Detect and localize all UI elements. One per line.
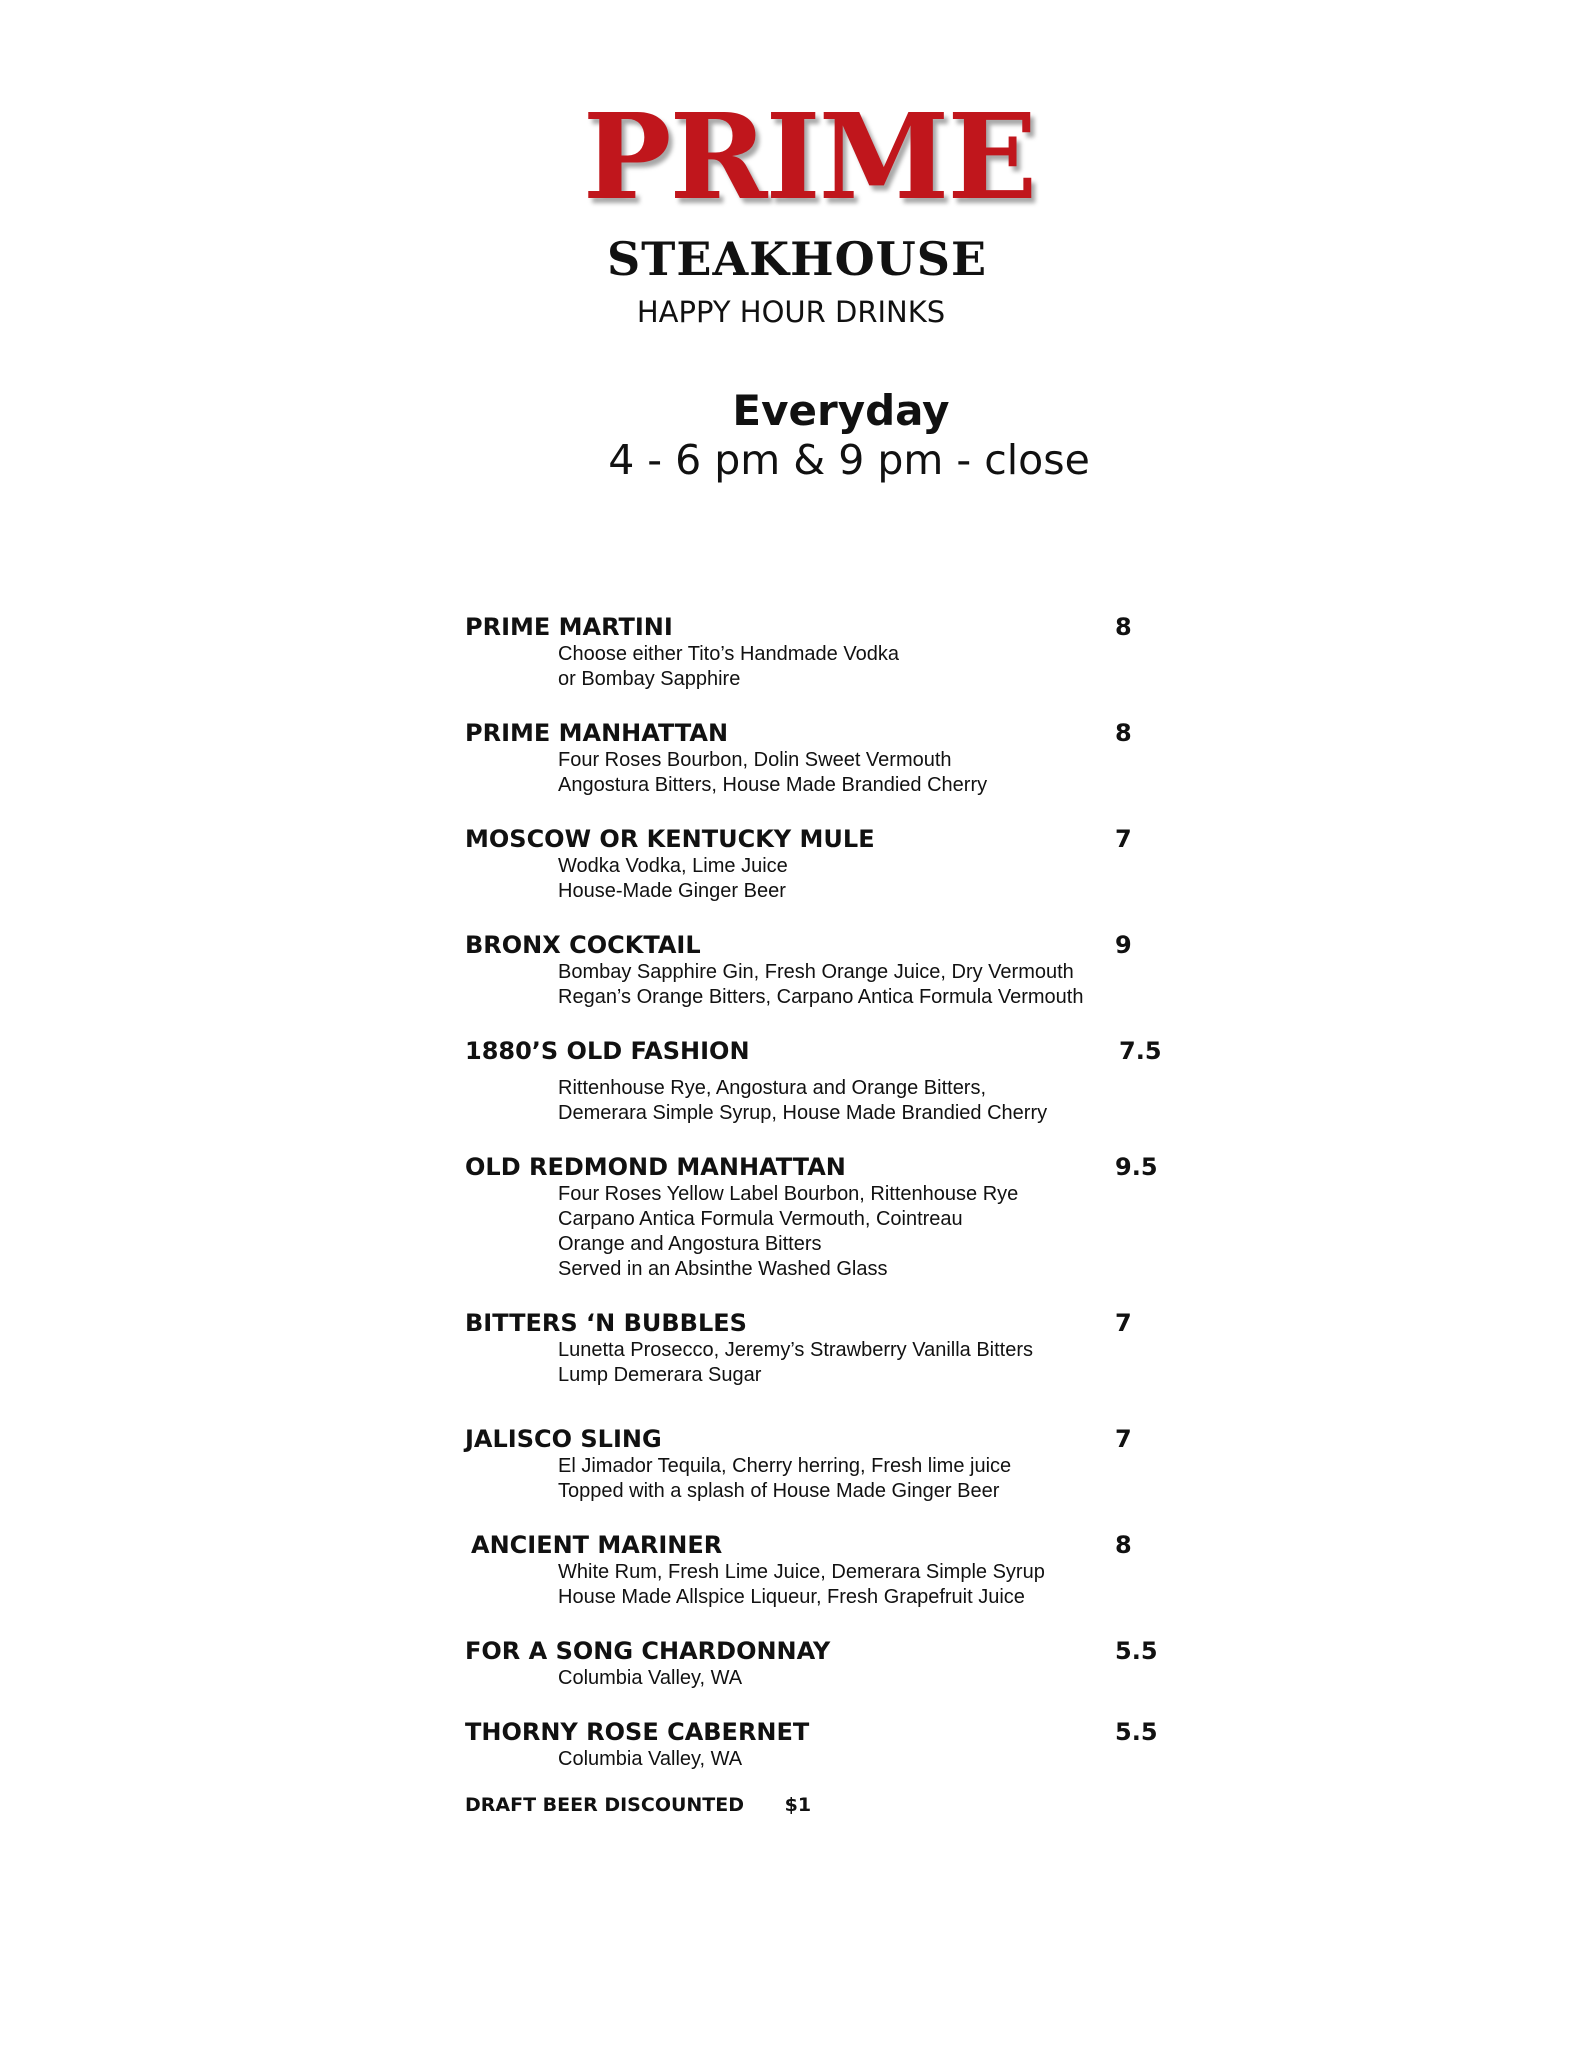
item-description: Regan’s Orange Bitters, Carpano Antica Formula Vermouth xyxy=(558,986,1084,1008)
schedule-day: Everyday xyxy=(732,386,950,435)
item-description: Lump Demerara Sugar xyxy=(558,1364,762,1386)
item-name: PRIME MANHATTAN xyxy=(465,719,729,747)
item-name: ANCIENT MARINER xyxy=(471,1531,723,1559)
item-price: 5.5 xyxy=(1115,1718,1158,1746)
logo-prime: PRIME xyxy=(582,87,1036,226)
item-name: 1880’S OLD FASHION xyxy=(465,1037,750,1065)
item-name: OLD REDMOND MANHATTAN xyxy=(465,1153,846,1181)
menu-item xyxy=(465,612,1185,692)
item-description: House Made Allspice Liqueur, Fresh Grapefruit Juice xyxy=(558,1586,1025,1608)
menu-item xyxy=(465,1530,1185,1610)
item-description: Four Roses Yellow Label Bourbon, Rittenhouse Rye xyxy=(558,1183,1019,1205)
draft-beer-label: DRAFT BEER DISCOUNTED xyxy=(465,1794,745,1816)
item-description: Columbia Valley, WA xyxy=(558,1748,743,1770)
item-description: Four Roses Bourbon, Dolin Sweet Vermouth xyxy=(558,749,952,771)
item-description: Demerara Simple Syrup, House Made Brandied Cherry xyxy=(558,1102,1048,1124)
menu-item xyxy=(465,1036,1185,1126)
item-name: THORNY ROSE CABERNET xyxy=(465,1718,810,1746)
item-description: El Jimador Tequila, Cherry herring, Fresh lime juice xyxy=(558,1455,1012,1477)
item-price: 7 xyxy=(1115,1425,1132,1453)
item-description: House-Made Ginger Beer xyxy=(558,880,786,902)
item-name: PRIME MARTINI xyxy=(465,613,673,641)
item-description: Served in an Absinthe Washed Glass xyxy=(558,1258,888,1280)
menu-item xyxy=(465,718,1185,798)
item-price: 5.5 xyxy=(1115,1637,1158,1665)
item-description: Rittenhouse Rye, Angostura and Orange Bitters, xyxy=(558,1077,987,1099)
draft-beer-discount: $1 xyxy=(784,1794,812,1816)
item-description: Columbia Valley, WA xyxy=(558,1667,743,1689)
item-price: 7.5 xyxy=(1119,1037,1162,1065)
item-price: 8 xyxy=(1115,1531,1132,1559)
menu-item xyxy=(465,930,1185,1010)
item-name: FOR A SONG CHARDONNAY xyxy=(465,1637,831,1665)
menu-item xyxy=(465,1636,1185,1691)
menu-item xyxy=(465,1424,1185,1504)
item-description: White Rum, Fresh Lime Juice, Demerara Simple Syrup xyxy=(558,1561,1045,1583)
item-description: Choose either Tito’s Handmade Vodka xyxy=(558,643,899,665)
item-description: Topped with a splash of House Made Ginger Beer xyxy=(558,1480,1000,1502)
menu-item xyxy=(465,824,1185,904)
item-price: 9.5 xyxy=(1115,1153,1158,1181)
menu-title: HAPPY HOUR DRINKS xyxy=(636,295,946,329)
item-price: 8 xyxy=(1115,613,1132,641)
item-description: Orange and Angostura Bitters xyxy=(558,1233,822,1255)
logo-steakhouse: STEAKHOUSE xyxy=(606,232,988,286)
schedule-hours: 4 - 6 pm & 9 pm - close xyxy=(608,436,1090,484)
item-name: BITTERS ‘N BUBBLES xyxy=(465,1309,747,1337)
item-name: MOSCOW OR KENTUCKY MULE xyxy=(465,825,875,853)
drinks-list xyxy=(465,612,1185,1798)
item-price: 7 xyxy=(1115,1309,1132,1337)
item-description: Lunetta Prosecco, Jeremy’s Strawberry Vanilla Bitters xyxy=(558,1339,1034,1361)
menu-item xyxy=(465,1308,1185,1388)
item-description: Bombay Sapphire Gin, Fresh Orange Juice, Dry Vermouth xyxy=(558,961,1074,983)
item-price: 8 xyxy=(1115,719,1132,747)
item-name: BRONX COCKTAIL xyxy=(465,931,701,959)
item-description: Wodka Vodka, Lime Juice xyxy=(558,855,788,877)
item-description: or Bombay Sapphire xyxy=(558,668,741,690)
draft-beer-note xyxy=(465,1793,811,1817)
item-name: JALISCO SLING xyxy=(465,1425,662,1453)
item-description: Carpano Antica Formula Vermouth, Cointreau xyxy=(558,1208,963,1230)
menu-item xyxy=(465,1717,1185,1772)
menu-item xyxy=(465,1152,1185,1282)
item-price: 7 xyxy=(1115,825,1132,853)
item-price: 9 xyxy=(1115,931,1132,959)
item-description: Angostura Bitters, House Made Brandied Cherry xyxy=(558,774,988,796)
